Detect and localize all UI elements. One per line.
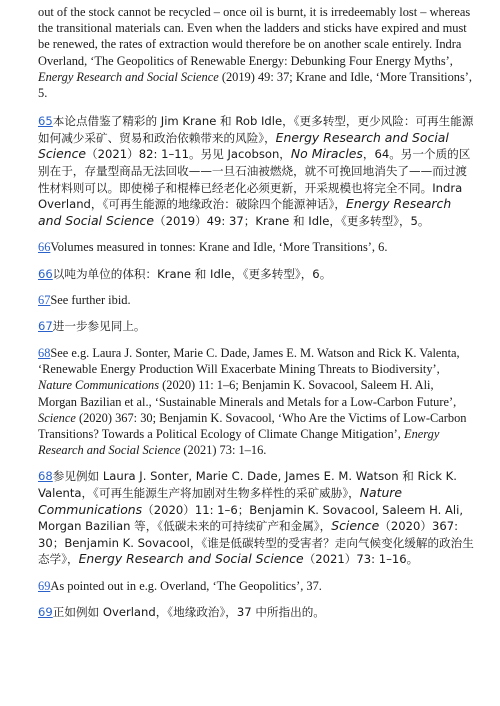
footnote-link-68[interactable]: 68 (38, 345, 51, 360)
footnote-68-zh (38, 468, 474, 568)
footnote-link-65[interactable]: 65 (38, 114, 53, 129)
footnote-book: No Miracles (290, 146, 363, 162)
footnote-link-66[interactable]: 66 (38, 266, 53, 281)
footnote-text: See e.g. Laura J. Sonter, Marie C. Dade, James E. M. Watson and Rick K. Valenta, ‘Renewable Energy Production Will Exacerbate Mining Threats to Biodiversity’, (38, 345, 460, 377)
footnote-journal: Energy Research and Social Science (38, 426, 440, 458)
intro-paragraph (38, 4, 474, 101)
footnote-67-en (38, 292, 474, 308)
intro-journal: Energy Research and Social Science (38, 69, 219, 84)
footnote-text: (2020) 367: 30; Benjamin K. Sovacool, ‘Who Are the Victims of Low-Carbon Transitions? Towards a Political Ecology of Climate Change Mitigation’, (38, 410, 467, 441)
footnote-link-68[interactable]: 68 (38, 469, 53, 484)
footnote-66-en (38, 239, 474, 255)
footnote-67-zh (38, 318, 474, 335)
footnote-text: Volumes measured in tonnes: Krane and Idle, ‘More Transitions’, 6. (50, 240, 388, 255)
footnote-link-67[interactable]: 67 (38, 319, 53, 334)
footnote-journal: Science (38, 410, 76, 425)
footnote-text: （2021）82: 1–11。另见 Jacobson， (86, 147, 291, 162)
footnote-link-66[interactable]: 66 (38, 240, 51, 255)
footnote-65-zh (38, 113, 474, 229)
footnote-text: (2020) 11: 1–6; Benjamin K. Sovacool, Saleem H. Ali, Morgan Bazilian et al., ‘Sustainable Minerals and Metals for a Low-Carbon Future’, (38, 378, 457, 409)
footnote-text: 正如例如 Overland，《地缘政治》，37 中所指出的。 (52, 605, 325, 620)
footnote-link-67[interactable]: 67 (38, 293, 51, 308)
footnote-69-zh (38, 604, 474, 621)
footnote-text: （2019）49: 37；Krane 和 Idle，《更多转型》，5。 (153, 213, 430, 228)
footnote-text: （2020）11: 1–6；Benjamin K. Sovacool, Saleem H. Ali, Morgan Bazilian 等，《低碳未来的可持续矿产和金属》， (38, 502, 464, 534)
footnote-link-69[interactable]: 69 (38, 578, 51, 593)
footnote-text: 进一步参见同上。 (52, 319, 146, 334)
footnote-text: As pointed out in e.g. Overland, ‘The Geopolitics’, 37. (50, 578, 322, 593)
footnote-journal: Energy Research and Social Science (78, 551, 304, 567)
footnote-journal: Energy Research and Social Science (38, 129, 449, 162)
footnote-68-en (38, 345, 474, 458)
footnote-journal: Energy Research and Social Science (38, 196, 452, 228)
footnote-text: (2021) 73: 1–16. (180, 443, 267, 458)
footnote-text: 以吨为单位的体积：Krane 和 Idle，《更多转型》，6。 (52, 266, 332, 281)
footnote-link-69[interactable]: 69 (38, 605, 53, 620)
intro-tail: (2019) 49: 37; Krane and Idle, ‘More Transitions’, 5. (38, 69, 473, 101)
footnote-journal: Science (331, 518, 380, 534)
footnote-66-zh (38, 266, 474, 283)
footnote-text: 本论点借鉴了精彩的 Jim Krane 和 Rob Idle，《更多转型，更少风险：可再生能源如何减少采矿、贸易和政治依赖带来的风险》， (38, 114, 474, 145)
footnote-text: See further ibid. (50, 293, 131, 308)
footnote-text: （2021）73: 1–16。 (303, 552, 419, 567)
footnote-69-en (38, 578, 474, 594)
footnote-text: 参见例如 Laura J. Sonter, Marie C. Dade, James E. M. Watson 和 Rick K. Valenta，《可再生能源生产将加剧对生物多样性的采矿威胁》， (38, 469, 457, 500)
footnote-journal: Nature Communications (38, 378, 160, 393)
footnote-text: （2020）367: 30；Benjamin K. Sovacool，《谁是低碳转型的受害者？走向气候变化缓解的政治生态学》， (38, 519, 474, 567)
footnote-journal: Nature Communications (38, 484, 403, 517)
document-page (38, 4, 474, 704)
footnote-text: ，64。另一个质的区别在于，存量型商品无法回收——一旦石油被燃烧，就不可挽回地消失了——而过渡性材料则可以。即使梯子和棍棒已经老化必须更新，开采规模也将完全不同。Indra Overland，《可再生能源的地缘政治：破除四个能源神话》， (38, 147, 471, 212)
intro-text: out of the stock cannot be recycled – once oil is burnt, it is irredeemably lost – whereas the transitional materials can. Even when the ladders and sticks have expired and must be renewed, the rates of extraction would therefore be on another scale entirely. Indra Overland, ‘The Geopolitics of Renewable Energy: Debunking Four Energy Myths’, (38, 5, 471, 68)
